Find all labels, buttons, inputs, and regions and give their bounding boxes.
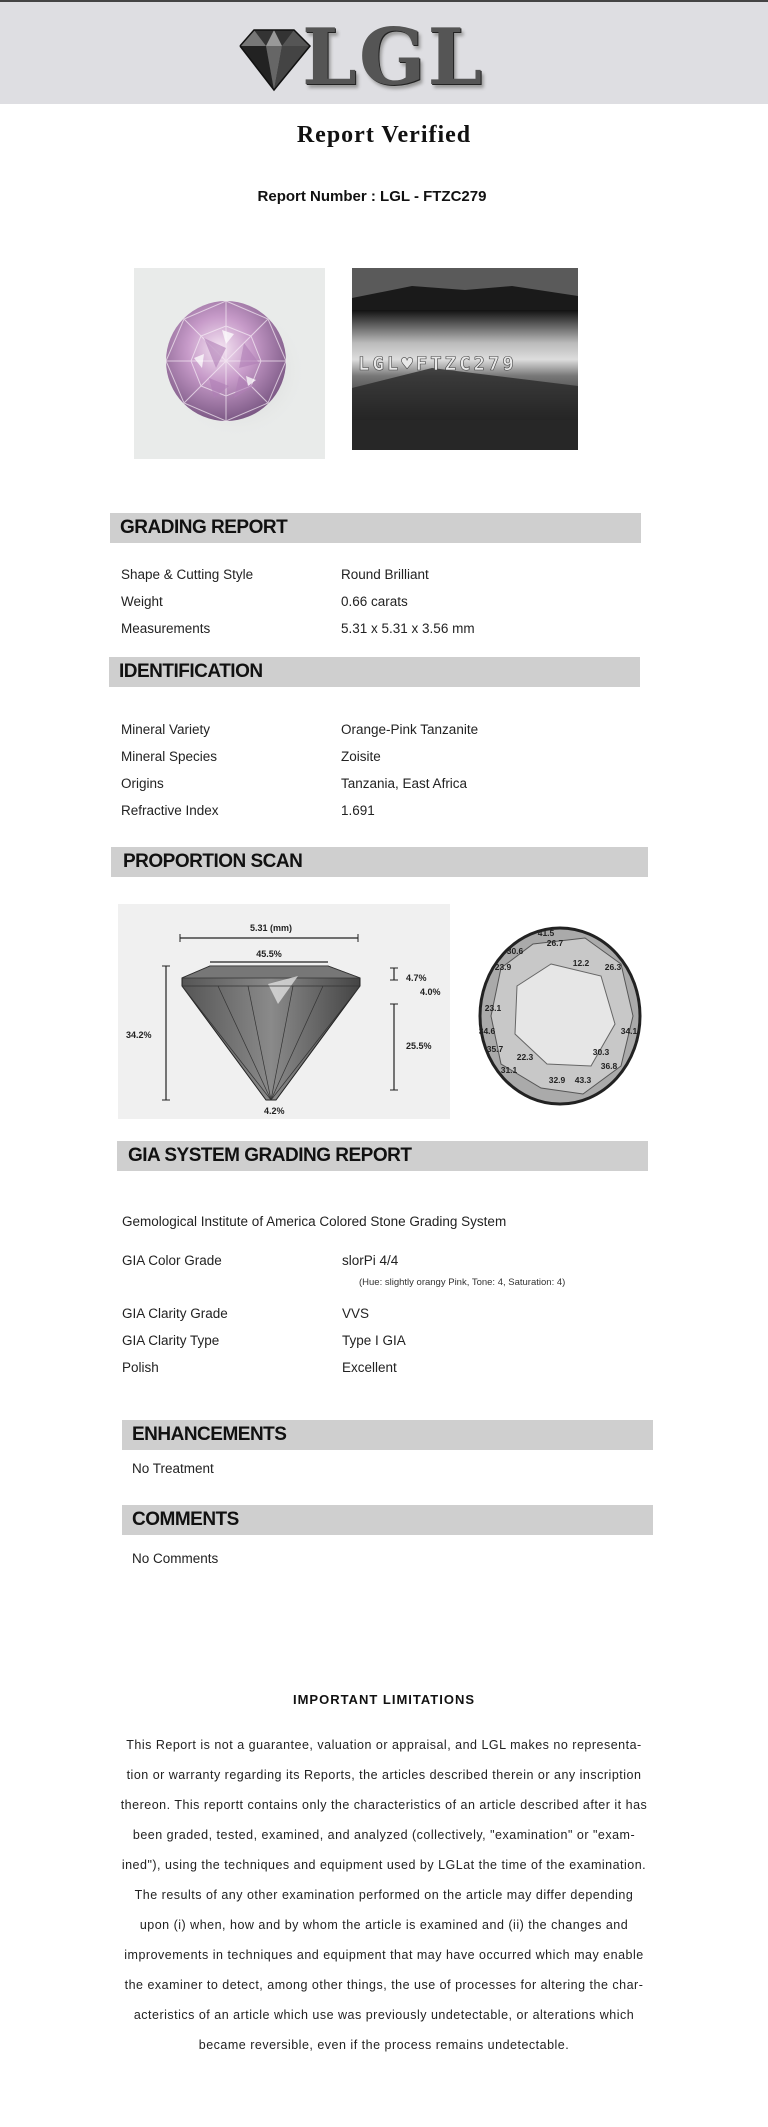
row-value: 0.66 carats [341,594,408,609]
top-view-value: 36.8 [600,1061,618,1071]
row-label: GIA Clarity Grade [122,1306,228,1321]
row-value: 5.31 x 5.31 x 3.56 mm [341,621,475,636]
pavilion-depth-label: 25.5% [406,1041,432,1051]
top-view-value: 34.1 [620,1026,638,1036]
row-label: Measurements [121,621,211,636]
top-view-value: 23.1 [484,1003,502,1013]
row-value: Orange-Pink Tanzanite [341,722,479,737]
limitations-line: been graded, tested, examined, and analyzed (collectively, "examination" or "exam- [132,1828,636,1842]
inscription-text: LGL♥FTZC279 [358,353,517,375]
row-value: Tanzania, East Africa [341,776,468,791]
row-label: GIA Clarity Type [122,1333,220,1348]
girdle-inscription-photo [352,268,578,450]
total-depth-label: 34.2% [126,1030,152,1040]
identification-heading: IDENTIFICATION [109,657,640,687]
top-view-value: 30.6 [506,946,524,956]
row-label: Weight [121,594,163,609]
gia-system-name: Gemological Institute of America Colored Stone Grading System [122,1214,507,1229]
top-view-value: 35.7 [486,1044,504,1054]
row-label: Polish [122,1360,159,1375]
top-view-value: 26.7 [546,938,564,948]
enhancements-value: No Treatment [132,1461,214,1476]
table-label: 45.5% [256,949,282,959]
limitations-line: improvements in techniques and equipment that may have occurred which may enable [124,1948,644,1962]
comments-heading: COMMENTS [122,1505,653,1535]
limitations-line: acteristics of an article which use was previously undetectable, or alterations which [133,2008,635,2022]
top-view-value: 30.3 [592,1047,610,1057]
row-label: Shape & Cutting Style [121,567,254,582]
lgl-logo [232,12,492,103]
top-view-value: 12.2 [572,958,590,968]
top-view-value: 26.3 [604,962,622,972]
limitations-line: ined"), using the techniques and equipment used by LGLat the time of the examination. [121,1858,647,1872]
limitations-line: The results of any other examination performed on the article may differ depending [134,1888,634,1902]
limitations-line: thereon. This reportt contains only the characteristics of an article described after it has [120,1798,648,1812]
row-value: VVS [342,1306,370,1321]
header-banner [0,0,768,104]
top-view-value: 34.6 [478,1026,496,1036]
top-view-value: 41.5 [537,928,555,938]
girdle-label: 4.0% [420,987,441,997]
row-value: Excellent [342,1360,397,1375]
culet-label: 4.2% [264,1106,285,1116]
top-view-value: 22.3 [516,1052,534,1062]
report-number: Report Number : LGL - FTZC279 [257,188,487,205]
limitations-line: tion or warranty regarding its Reports, the articles described therein or any inscription [126,1768,642,1782]
row-label: Mineral Species [121,749,218,764]
top-view-diagram [473,916,648,1114]
row-label: Mineral Variety [121,722,211,737]
width-label: 5.31 (mm) [249,923,293,933]
row-label: Refractive Index [121,803,219,818]
limitations-line: This Report is not a guarantee, valuation or appraisal, and LGL makes no representa- [126,1738,642,1752]
logo-text: LGL [302,12,485,103]
row-label: GIA Color Grade [122,1253,222,1268]
row-value: Zoisite [341,749,381,764]
top-view-value: 23.9 [494,962,512,972]
proportion-scan-heading: PROPORTION SCAN [111,847,648,877]
row-value: Type I GIA [342,1333,406,1348]
limitations-line: the examiner to detect, among other things, the use of processes for altering the char- [124,1978,644,1992]
limitations-heading: IMPORTANT LIMITATIONS [292,1692,476,1707]
enhancements-heading: ENHANCEMENTS [122,1420,653,1450]
limitations-text [115,1730,653,2060]
top-view-value: 31.1 [500,1065,518,1075]
crown-height-label: 4.7% [406,973,427,983]
row-value: slorPi 4/4 [342,1253,399,1268]
top-view-value: 43.3 [574,1075,592,1085]
gia-report-heading: GIA SYSTEM GRADING REPORT [117,1141,648,1171]
row-value: Round Brilliant [341,567,429,582]
profile-diagram [118,904,450,1119]
row-label: Origins [121,776,164,791]
top-view-value: 32.9 [548,1075,566,1085]
gemstone-photo [134,268,325,459]
grading-report-heading: GRADING REPORT [110,513,641,543]
limitations-line: upon (i) when, how and by whom the article is examined and (ii) the changes and [139,1918,629,1932]
comments-value: No Comments [132,1551,219,1566]
row-value: 1.691 [341,803,375,818]
page-title: Report Verified [296,122,472,148]
limitations-line: became reversible, even if the process remains undetectable. [198,2038,570,2052]
gia-color-note: (Hue: slightly orangy Pink, Tone: 4, Saturation: 4) [359,1277,566,1288]
